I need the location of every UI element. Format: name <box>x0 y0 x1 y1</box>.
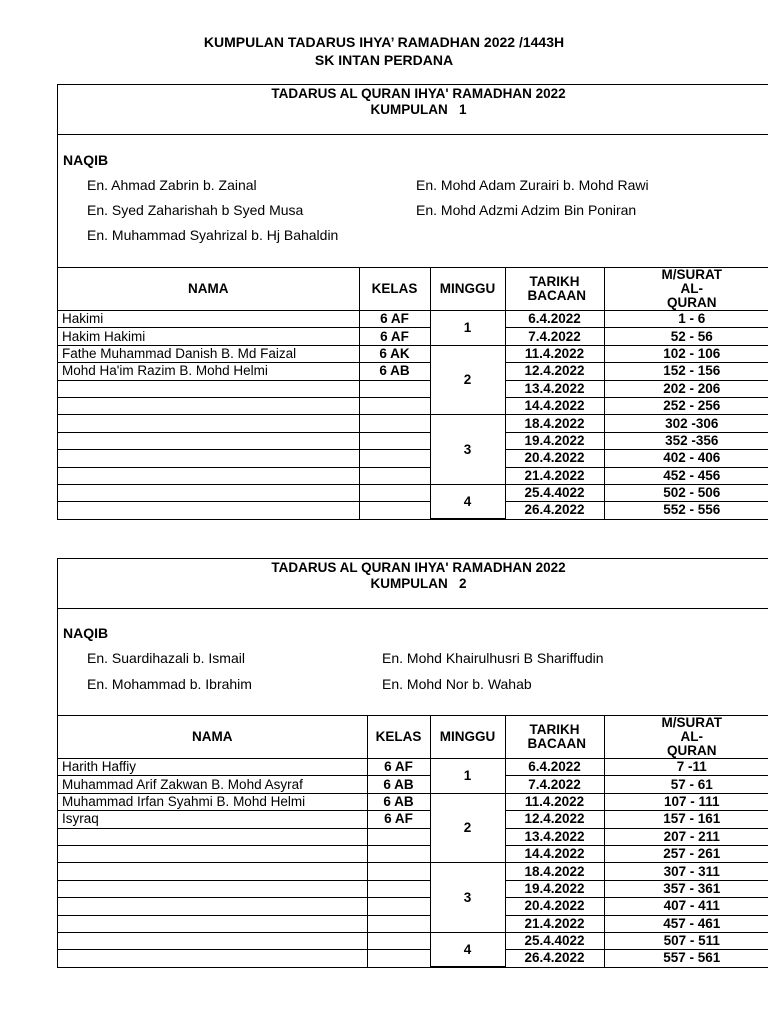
week-cell: 1 <box>430 759 505 794</box>
date-cell: 26.4.2022 <box>505 950 604 967</box>
week-cell: 3 <box>430 415 505 485</box>
table-row <box>58 915 768 932</box>
table-row <box>58 345 768 362</box>
student-name-cell: Harith Haffiy <box>58 759 367 776</box>
class-cell <box>359 450 430 467</box>
date-cell: 21.4.2022 <box>505 915 604 932</box>
date-cell: 14.4.2022 <box>505 845 604 862</box>
class-cell <box>359 467 430 484</box>
date-cell: 14.4.2022 <box>505 397 604 414</box>
document-title <box>0 33 768 69</box>
group-1-table <box>58 268 768 519</box>
group-2-title: TADARUS AL QURAN IHYA' RAMADHAN 2022 <box>271 560 566 575</box>
student-name-cell <box>58 502 359 519</box>
group-1-naqib-name: En. Ahmad Zabrin b. Zainal <box>87 177 257 193</box>
surah-page-cell: 207 - 211 <box>604 828 768 845</box>
date-cell: 12.4.2022 <box>505 811 604 828</box>
student-name-cell: Hakim Hakimi <box>58 328 359 345</box>
group-2-header <box>58 559 768 609</box>
document-title-line1: KUMPULAN TADARUS IHYA’ RAMADHAN 2022 /1443H <box>203 34 565 50</box>
surah-page-cell: 357 - 361 <box>604 880 768 897</box>
column-header-surat: M/SURAT AL- QURAN <box>604 268 768 311</box>
date-cell: 18.4.2022 <box>505 415 604 432</box>
week-cell: 4 <box>430 932 505 966</box>
document-title-line2: SK INTAN PERDANA <box>314 52 454 68</box>
column-header-tarikh: TARIKH BACAAN <box>505 268 604 311</box>
week-cell: 2 <box>430 793 505 863</box>
surah-page-cell: 107 - 111 <box>604 793 768 810</box>
table-row <box>58 845 768 862</box>
date-cell: 20.4.2022 <box>505 450 604 467</box>
group-1-subtitle: KUMPULAN 1 <box>370 102 467 117</box>
class-cell <box>359 415 430 432</box>
week-cell: 2 <box>430 345 505 415</box>
table-row <box>58 811 768 828</box>
date-cell: 7.4.2022 <box>505 328 604 345</box>
surah-page-cell: 7 -11 <box>604 759 768 776</box>
date-cell: 19.4.2022 <box>505 432 604 449</box>
student-name-cell: Muhammad Arif Zakwan B. Mohd Asyraf <box>58 776 367 793</box>
class-cell <box>359 380 430 397</box>
group-2-table <box>58 716 768 967</box>
student-name-cell: Hakimi <box>58 311 359 328</box>
class-cell <box>367 950 430 967</box>
table-row <box>58 776 768 793</box>
table-row <box>58 328 768 345</box>
student-name-cell <box>58 880 367 897</box>
date-cell: 13.4.2022 <box>505 828 604 845</box>
student-name-cell <box>58 845 367 862</box>
date-cell: 11.4.2022 <box>505 793 604 810</box>
student-name-cell <box>58 397 359 414</box>
table-row <box>58 759 768 776</box>
surah-page-cell: 307 - 311 <box>604 863 768 880</box>
week-cell: 4 <box>430 484 505 518</box>
column-header-nama: NAMA <box>58 268 359 311</box>
table-row <box>58 793 768 810</box>
date-cell: 11.4.2022 <box>505 345 604 362</box>
date-cell: 20.4.2022 <box>505 898 604 915</box>
class-cell: 6 AF <box>359 328 430 345</box>
group-1-title: TADARUS AL QURAN IHYA' RAMADHAN 2022 <box>271 86 566 101</box>
table-row <box>58 898 768 915</box>
student-name-cell: Isyraq <box>58 811 367 828</box>
student-name-cell <box>58 932 367 949</box>
group-2-naqib-label: NAQIB <box>63 625 109 641</box>
group-1-naqib-section <box>58 135 768 268</box>
group-2-naqib-name: En. Mohd Khairulhusri B Shariffudin <box>382 650 604 666</box>
surah-page-cell: 252 - 256 <box>604 397 768 414</box>
date-cell: 12.4.2022 <box>505 363 604 380</box>
class-cell <box>367 845 430 862</box>
column-header-minggu: MINGGU <box>430 716 505 759</box>
group-1-naqib-name: En. Mohd Adam Zurairi b. Mohd Rawi <box>416 177 649 193</box>
table-row <box>58 484 768 501</box>
surah-page-cell: 152 - 156 <box>604 363 768 380</box>
date-cell: 25.4.4022 <box>505 484 604 501</box>
student-name-cell <box>58 915 367 932</box>
class-cell <box>367 863 430 880</box>
student-name-cell <box>58 415 359 432</box>
week-cell: 3 <box>430 863 505 933</box>
group-1-naqib-name: En. Muhammad Syahrizal b. Hj Bahaldin <box>87 227 339 243</box>
surah-page-cell: 407 - 411 <box>604 898 768 915</box>
date-cell: 19.4.2022 <box>505 880 604 897</box>
table-header-row <box>58 716 768 759</box>
table-row <box>58 432 768 449</box>
group-2-naqib-name: En. Mohd Nor b. Wahab <box>382 676 532 692</box>
surah-page-cell: 502 - 506 <box>604 484 768 501</box>
table-header-row <box>58 268 768 311</box>
group-2-naqib-section <box>58 609 768 716</box>
student-name-cell <box>58 898 367 915</box>
surah-page-cell: 552 - 556 <box>604 502 768 519</box>
table-row <box>58 502 768 519</box>
class-cell <box>367 915 430 932</box>
surah-page-cell: 1 - 6 <box>604 311 768 328</box>
group-2-naqib-name: En. Mohammad b. Ibrahim <box>87 676 252 692</box>
table-row <box>58 863 768 880</box>
student-name-cell: Fathe Muhammad Danish B. Md Faizal <box>58 345 359 362</box>
surah-page-cell: 157 - 161 <box>604 811 768 828</box>
student-name-cell <box>58 863 367 880</box>
group-1-header <box>58 85 768 135</box>
table-row <box>58 950 768 967</box>
surah-page-cell: 507 - 511 <box>604 932 768 949</box>
surah-page-cell: 202 - 206 <box>604 380 768 397</box>
group-1-card <box>57 84 768 520</box>
student-name-cell <box>58 432 359 449</box>
date-cell: 6.4.2022 <box>505 759 604 776</box>
surah-page-cell: 57 - 61 <box>604 776 768 793</box>
table-row <box>58 397 768 414</box>
date-cell: 7.4.2022 <box>505 776 604 793</box>
surah-page-cell: 302 -306 <box>604 415 768 432</box>
surah-page-cell: 257 - 261 <box>604 845 768 862</box>
class-cell <box>359 397 430 414</box>
column-header-nama: NAMA <box>58 716 367 759</box>
surah-page-cell: 52 - 56 <box>604 328 768 345</box>
surah-page-cell: 102 - 106 <box>604 345 768 362</box>
surah-page-cell: 557 - 561 <box>604 950 768 967</box>
group-1-naqib-label: NAQIB <box>63 152 109 168</box>
student-name-cell <box>58 467 359 484</box>
group-2-card <box>57 558 768 968</box>
class-cell: 6 AK <box>359 345 430 362</box>
group-1-naqib-name: En. Syed Zaharishah b Syed Musa <box>87 202 304 218</box>
class-cell: 6 AB <box>359 363 430 380</box>
table-row <box>58 467 768 484</box>
student-name-cell: Mohd Ha'im Razim B. Mohd Helmi <box>58 363 359 380</box>
class-cell: 6 AF <box>367 811 430 828</box>
table-row <box>58 415 768 432</box>
class-cell: 6 AF <box>367 759 430 776</box>
column-header-kelas: KELAS <box>367 716 430 759</box>
class-cell: 6 AF <box>359 311 430 328</box>
date-cell: 6.4.2022 <box>505 311 604 328</box>
student-name-cell <box>58 380 359 397</box>
class-cell <box>359 432 430 449</box>
student-name-cell <box>58 950 367 967</box>
table-row <box>58 380 768 397</box>
surah-page-cell: 402 - 406 <box>604 450 768 467</box>
group-1-naqib-name: En. Mohd Adzmi Adzim Bin Poniran <box>416 202 637 218</box>
date-cell: 26.4.2022 <box>505 502 604 519</box>
table-row <box>58 828 768 845</box>
column-header-kelas: KELAS <box>359 268 430 311</box>
class-cell <box>367 880 430 897</box>
surah-page-cell: 452 - 456 <box>604 467 768 484</box>
date-cell: 13.4.2022 <box>505 380 604 397</box>
surah-page-cell: 457 - 461 <box>604 915 768 932</box>
group-2-subtitle: KUMPULAN 2 <box>370 576 467 591</box>
column-header-minggu: MINGGU <box>430 268 505 311</box>
class-cell <box>367 828 430 845</box>
table-row <box>58 311 768 328</box>
table-row <box>58 363 768 380</box>
class-cell <box>367 932 430 949</box>
student-name-cell <box>58 484 359 501</box>
date-cell: 18.4.2022 <box>505 863 604 880</box>
column-header-surat: M/SURAT AL- QURAN <box>604 716 768 759</box>
class-cell <box>359 502 430 519</box>
date-cell: 21.4.2022 <box>505 467 604 484</box>
group-2-naqib-name: En. Suardihazali b. Ismail <box>87 650 245 666</box>
table-row <box>58 880 768 897</box>
date-cell: 25.4.4022 <box>505 932 604 949</box>
class-cell: 6 AB <box>367 793 430 810</box>
table-row <box>58 932 768 949</box>
table-row <box>58 450 768 467</box>
class-cell: 6 AB <box>367 776 430 793</box>
student-name-cell <box>58 450 359 467</box>
week-cell: 1 <box>430 311 505 346</box>
surah-page-cell: 352 -356 <box>604 432 768 449</box>
column-header-tarikh: TARIKH BACAAN <box>505 716 604 759</box>
student-name-cell <box>58 828 367 845</box>
class-cell <box>367 898 430 915</box>
student-name-cell: Muhammad Irfan Syahmi B. Mohd Helmi <box>58 793 367 810</box>
class-cell <box>359 484 430 501</box>
